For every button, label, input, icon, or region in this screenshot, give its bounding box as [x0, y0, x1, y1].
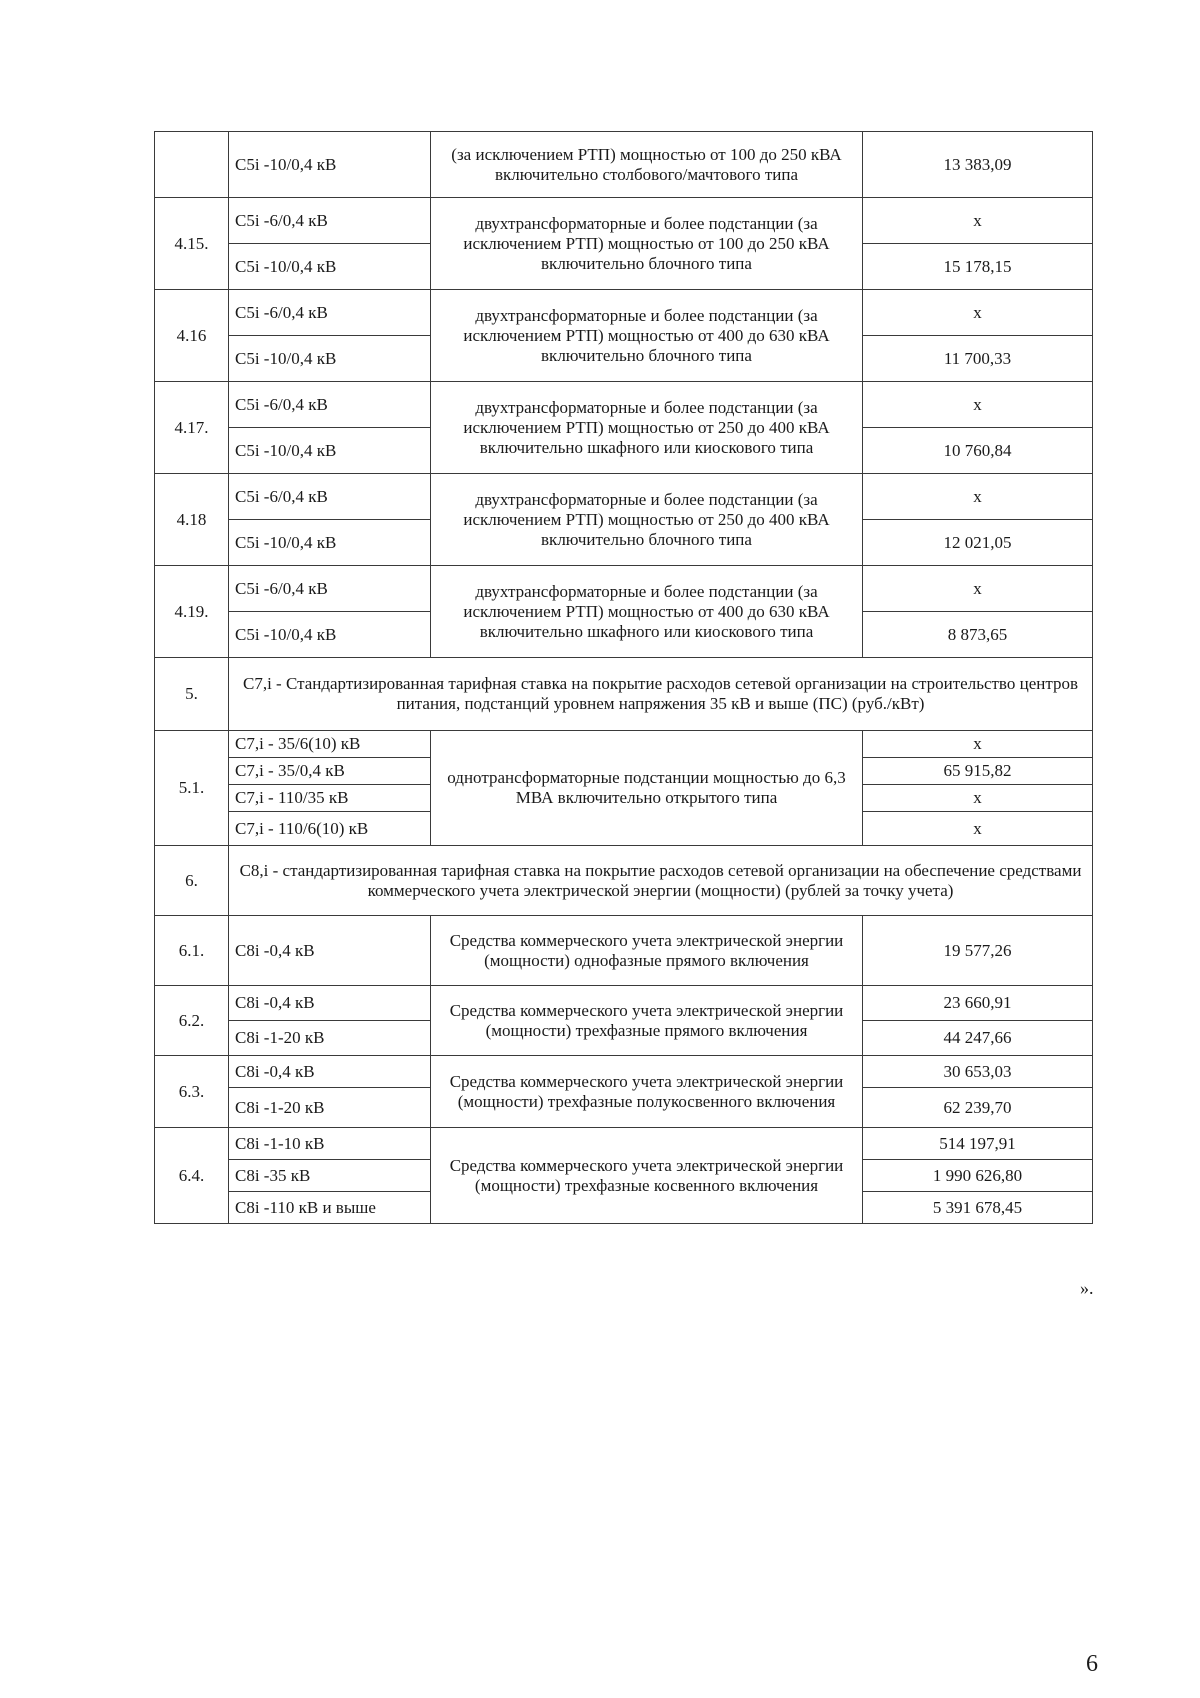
section-number-cell: 5.: [155, 658, 229, 731]
value-cell: x: [863, 566, 1093, 612]
description-cell: однотрансформаторные подстанции мощностью до 6,3 МВА включительно открытого типа: [431, 731, 863, 846]
code-cell: C7,i - 110/6(10) кВ: [229, 812, 431, 846]
value-cell: 19 577,26: [863, 916, 1093, 986]
value-cell: 15 178,15: [863, 244, 1093, 290]
code-cell: C8i -35 кВ: [229, 1160, 431, 1192]
value-cell: 62 239,70: [863, 1088, 1093, 1128]
code-cell: C5i -6/0,4 кВ: [229, 382, 431, 428]
row-number-cell: 4.18: [155, 474, 229, 566]
code-cell: C5i -10/0,4 кВ: [229, 428, 431, 474]
section-title-cell: C7,i - Стандартизированная тарифная ставка на покрытие расходов сетевой организации на строительство центров питания, подстанций уровнем напряжения 35 кВ и выше (ПС) (руб./кВт): [229, 658, 1093, 731]
closing-quote-mark: ».: [1080, 1278, 1094, 1298]
value-cell: x: [863, 382, 1093, 428]
value-cell: 30 653,03: [863, 1056, 1093, 1088]
code-cell: C7,i - 35/0,4 кВ: [229, 758, 431, 785]
code-cell: C8i -110 кВ и выше: [229, 1192, 431, 1224]
value-cell: 13 383,09: [863, 132, 1093, 198]
row-number-cell: 6.2.: [155, 986, 229, 1056]
description-cell: Средства коммерческого учета электрической энергии (мощности) трехфазные прямого включения: [431, 986, 863, 1056]
value-cell: x: [863, 198, 1093, 244]
description-cell: двухтрансформаторные и более подстанции (за исключением РТП) мощностью от 250 до 400 кВА включительно шкафного или киоскового типа: [431, 382, 863, 474]
code-cell: C8i -1-10 кВ: [229, 1128, 431, 1160]
table-row: [155, 1128, 1093, 1160]
value-cell: 12 021,05: [863, 520, 1093, 566]
table-row: [155, 290, 1093, 336]
code-cell: C5i -6/0,4 кВ: [229, 198, 431, 244]
table-row: [155, 566, 1093, 612]
description-cell: (за исключением РТП) мощностью от 100 до 250 кВА включительно столбового/мачтового типа: [431, 132, 863, 198]
code-cell: C8i -0,4 кВ: [229, 1056, 431, 1088]
tariff-table: [154, 131, 1093, 1224]
row-number-cell: 6.4.: [155, 1128, 229, 1224]
table-row: [155, 474, 1093, 520]
row-number-cell: [155, 132, 229, 198]
code-cell: C5i -10/0,4 кВ: [229, 244, 431, 290]
description-cell: Средства коммерческого учета электрической энергии (мощности) трехфазные косвенного включения: [431, 1128, 863, 1224]
value-cell: x: [863, 812, 1093, 846]
table-row: [155, 198, 1093, 244]
table-row: [155, 132, 1093, 198]
section-number-cell: 6.: [155, 846, 229, 916]
description-cell: Средства коммерческого учета электрической энергии (мощности) однофазные прямого включения: [431, 916, 863, 986]
code-cell: C5i -6/0,4 кВ: [229, 474, 431, 520]
value-cell: 23 660,91: [863, 986, 1093, 1021]
value-cell: 8 873,65: [863, 612, 1093, 658]
value-cell: x: [863, 290, 1093, 336]
table-row: [155, 731, 1093, 758]
table-row: [155, 382, 1093, 428]
code-cell: C8i -1-20 кВ: [229, 1088, 431, 1128]
row-number-cell: 4.15.: [155, 198, 229, 290]
code-cell: C8i -0,4 кВ: [229, 986, 431, 1021]
value-cell: 11 700,33: [863, 336, 1093, 382]
value-cell: x: [863, 785, 1093, 812]
code-cell: C7,i - 35/6(10) кВ: [229, 731, 431, 758]
table-row: [155, 916, 1093, 986]
code-cell: C8i -0,4 кВ: [229, 916, 431, 986]
row-number-cell: 6.3.: [155, 1056, 229, 1128]
code-cell: C5i -6/0,4 кВ: [229, 290, 431, 336]
value-cell: 10 760,84: [863, 428, 1093, 474]
row-number-cell: 6.1.: [155, 916, 229, 986]
page-number: 6: [1086, 1651, 1098, 1677]
description-cell: двухтрансформаторные и более подстанции (за исключением РТП) мощностью от 400 до 630 кВА включительно шкафного или киоскового типа: [431, 566, 863, 658]
value-cell: x: [863, 731, 1093, 758]
value-cell: 44 247,66: [863, 1021, 1093, 1056]
row-number-cell: 4.19.: [155, 566, 229, 658]
code-cell: C5i -10/0,4 кВ: [229, 336, 431, 382]
description-cell: двухтрансформаторные и более подстанции (за исключением РТП) мощностью от 100 до 250 кВА включительно блочного типа: [431, 198, 863, 290]
section-row: [155, 846, 1093, 916]
description-cell: двухтрансформаторные и более подстанции (за исключением РТП) мощностью от 400 до 630 кВА включительно блочного типа: [431, 290, 863, 382]
code-cell: C5i -10/0,4 кВ: [229, 520, 431, 566]
section-row: [155, 658, 1093, 731]
table-row: [155, 1056, 1093, 1088]
code-cell: C8i -1-20 кВ: [229, 1021, 431, 1056]
table-row: [155, 986, 1093, 1021]
value-cell: 514 197,91: [863, 1128, 1093, 1160]
section-title-cell: C8,i - стандартизированная тарифная ставка на покрытие расходов сетевой организации на обеспечение средствами коммерческого учета электрической энергии (мощности) (рублей за точку учета): [229, 846, 1093, 916]
code-cell: C5i -10/0,4 кВ: [229, 612, 431, 658]
description-cell: двухтрансформаторные и более подстанции (за исключением РТП) мощностью от 250 до 400 кВА включительно блочного типа: [431, 474, 863, 566]
value-cell: 1 990 626,80: [863, 1160, 1093, 1192]
row-number-cell: 5.1.: [155, 731, 229, 846]
row-number-cell: 4.16: [155, 290, 229, 382]
value-cell: 65 915,82: [863, 758, 1093, 785]
code-cell: C5i -6/0,4 кВ: [229, 566, 431, 612]
code-cell: C7,i - 110/35 кВ: [229, 785, 431, 812]
value-cell: 5 391 678,45: [863, 1192, 1093, 1224]
value-cell: x: [863, 474, 1093, 520]
code-cell: C5i -10/0,4 кВ: [229, 132, 431, 198]
description-cell: Средства коммерческого учета электрической энергии (мощности) трехфазные полукосвенного включения: [431, 1056, 863, 1128]
row-number-cell: 4.17.: [155, 382, 229, 474]
